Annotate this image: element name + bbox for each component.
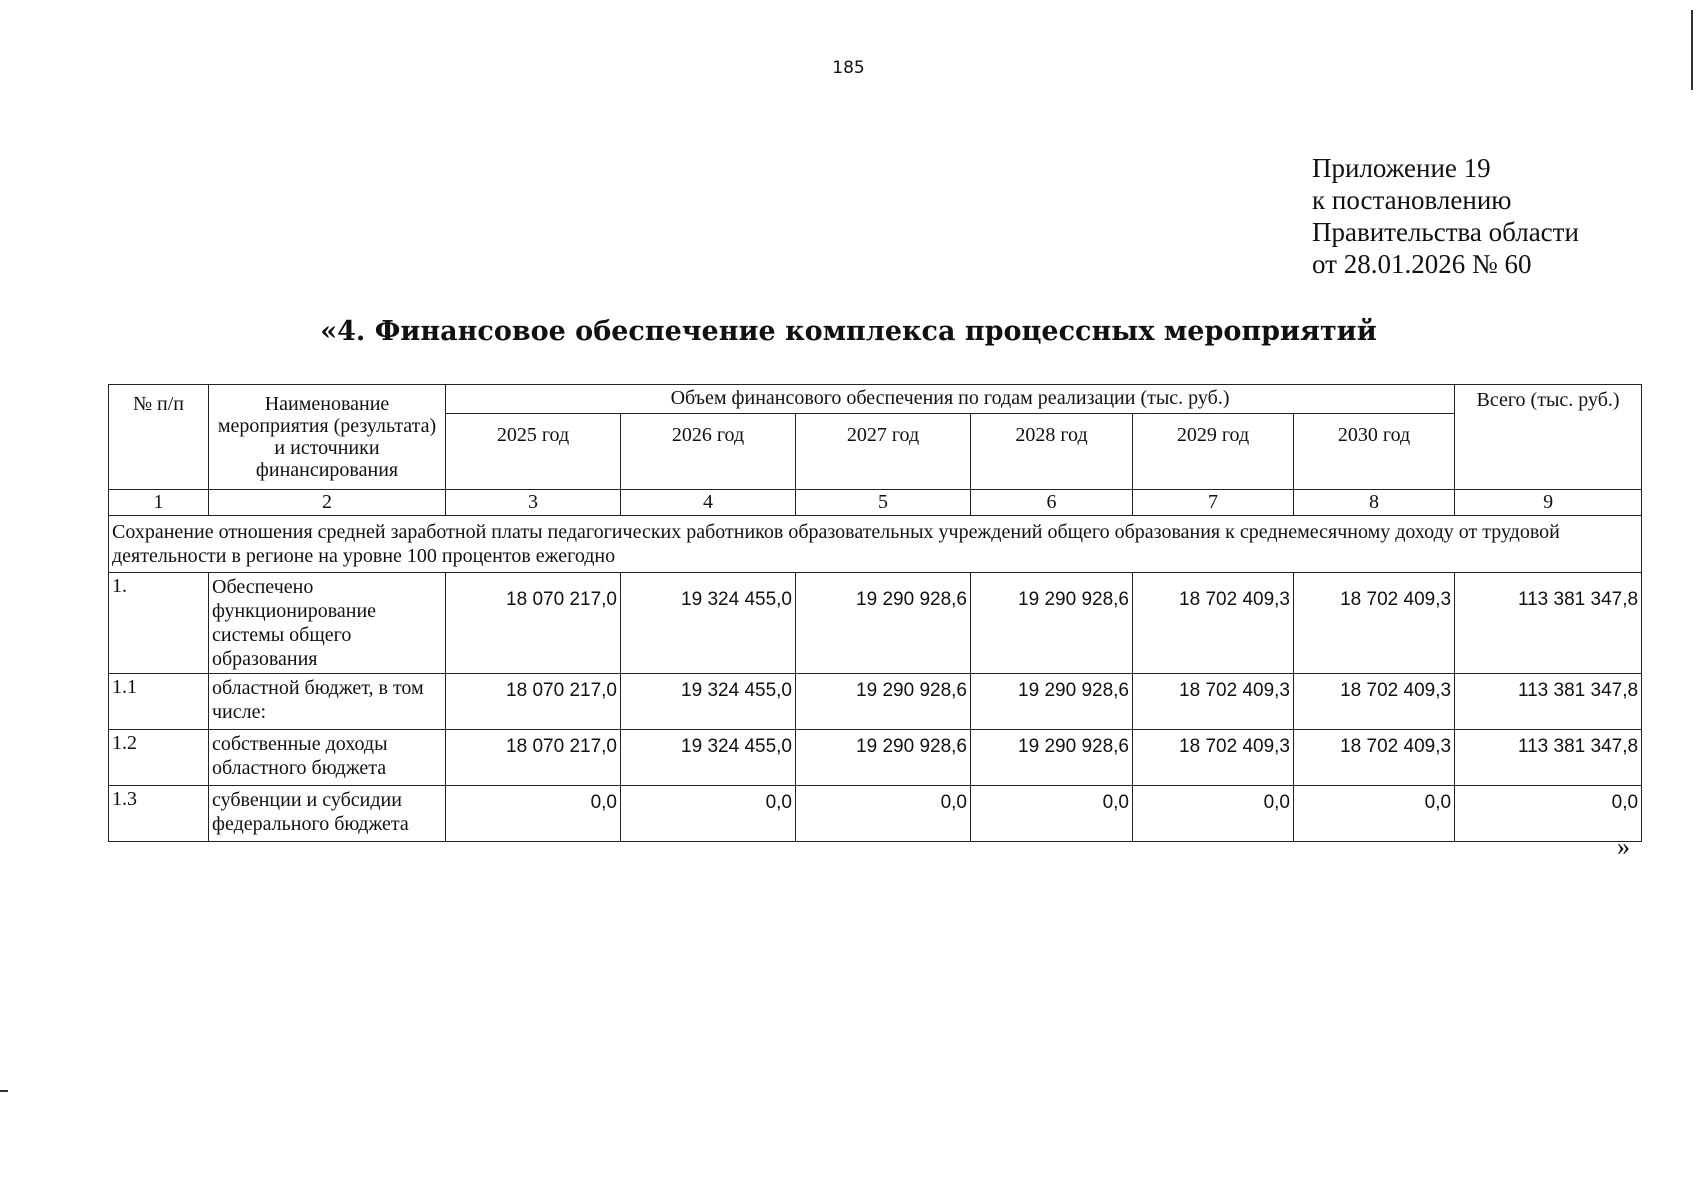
appendix-block — [1312, 152, 1579, 280]
section-title: Сохранение отношения средней заработной платы педагогических работников образовательных учреждений общего образования к среднемесячному доходу от трудовой деятельности в регионе на уровне 100 процентов ежегодно — [109, 516, 1642, 573]
header-year: 2025 год — [446, 414, 621, 490]
column-numbers-row — [109, 490, 1642, 516]
value-cell: 19 290 928,6 — [971, 674, 1133, 730]
scan-margin-tick — [0, 1090, 8, 1092]
row-name: Обеспечено функционирование системы общего образования — [209, 573, 446, 674]
value-cell: 18 070 217,0 — [446, 674, 621, 730]
table-row — [109, 674, 1642, 730]
appendix-line: к постановлению — [1312, 185, 1512, 215]
header-volume: Объем финансового обеспечения по годам реализации (тыс. руб.) — [446, 385, 1455, 414]
row-name: областной бюджет, в том числе: — [209, 674, 446, 730]
value-cell: 18 702 409,3 — [1294, 573, 1455, 674]
closing-quote: » — [1617, 832, 1630, 861]
row-number: 1. — [109, 573, 209, 674]
value-cell: 19 324 455,0 — [621, 730, 796, 786]
header-name: Наименование мероприятия (результата) и источники финансирования — [209, 385, 446, 490]
appendix-line: Приложение 19 — [1312, 153, 1491, 183]
total-cell: 0,0 — [1455, 786, 1642, 842]
row-name: субвенции и субсидии федерального бюджета — [209, 786, 446, 842]
value-cell: 19 290 928,6 — [796, 573, 971, 674]
financing-table — [108, 384, 1642, 842]
scan-edge-mark — [1691, 10, 1693, 90]
column-number: 7 — [1133, 490, 1294, 516]
column-number: 5 — [796, 490, 971, 516]
header-year: 2027 год — [796, 414, 971, 490]
table-row — [109, 573, 1642, 674]
document-title — [0, 316, 1697, 347]
table-row — [109, 786, 1642, 842]
value-cell: 18 070 217,0 — [446, 730, 621, 786]
total-cell: 113 381 347,8 — [1455, 573, 1642, 674]
value-cell: 18 702 409,3 — [1294, 730, 1455, 786]
header-num: № п/п — [109, 385, 209, 490]
column-number: 6 — [971, 490, 1133, 516]
document-title-text: «4. Финансовое обеспечение комплекса процессных мероприятий — [320, 316, 1377, 347]
appendix-line: от 28.01.2026 № 60 — [1312, 249, 1532, 279]
header-year: 2028 год — [971, 414, 1133, 490]
value-cell: 19 324 455,0 — [621, 573, 796, 674]
value-cell: 19 290 928,6 — [796, 730, 971, 786]
value-cell: 0,0 — [621, 786, 796, 842]
page-number: 185 — [832, 58, 865, 78]
header-year: 2029 год — [1133, 414, 1294, 490]
value-cell: 0,0 — [1294, 786, 1455, 842]
table-row — [109, 730, 1642, 786]
value-cell: 0,0 — [796, 786, 971, 842]
value-cell: 0,0 — [971, 786, 1133, 842]
value-cell: 19 290 928,6 — [796, 674, 971, 730]
row-name: собственные доходы областного бюджета — [209, 730, 446, 786]
value-cell: 19 290 928,6 — [971, 573, 1133, 674]
column-number: 9 — [1455, 490, 1642, 516]
column-number: 3 — [446, 490, 621, 516]
row-number: 1.2 — [109, 730, 209, 786]
value-cell: 19 324 455,0 — [621, 674, 796, 730]
column-number: 1 — [109, 490, 209, 516]
header-year: 2026 год — [621, 414, 796, 490]
section-row — [109, 516, 1642, 573]
value-cell: 19 290 928,6 — [971, 730, 1133, 786]
header-total: Всего (тыс. руб.) — [1455, 385, 1642, 490]
row-number: 1.3 — [109, 786, 209, 842]
row-number: 1.1 — [109, 674, 209, 730]
appendix-line: Правительства области — [1312, 217, 1579, 247]
value-cell: 18 702 409,3 — [1133, 730, 1294, 786]
header-year: 2030 год — [1294, 414, 1455, 490]
value-cell: 0,0 — [1133, 786, 1294, 842]
value-cell: 18 702 409,3 — [1294, 674, 1455, 730]
value-cell: 18 702 409,3 — [1133, 674, 1294, 730]
value-cell: 18 070 217,0 — [446, 573, 621, 674]
value-cell: 18 702 409,3 — [1133, 573, 1294, 674]
total-cell: 113 381 347,8 — [1455, 730, 1642, 786]
column-number: 8 — [1294, 490, 1455, 516]
column-number: 4 — [621, 490, 796, 516]
total-cell: 113 381 347,8 — [1455, 674, 1642, 730]
column-number: 2 — [209, 490, 446, 516]
value-cell: 0,0 — [446, 786, 621, 842]
